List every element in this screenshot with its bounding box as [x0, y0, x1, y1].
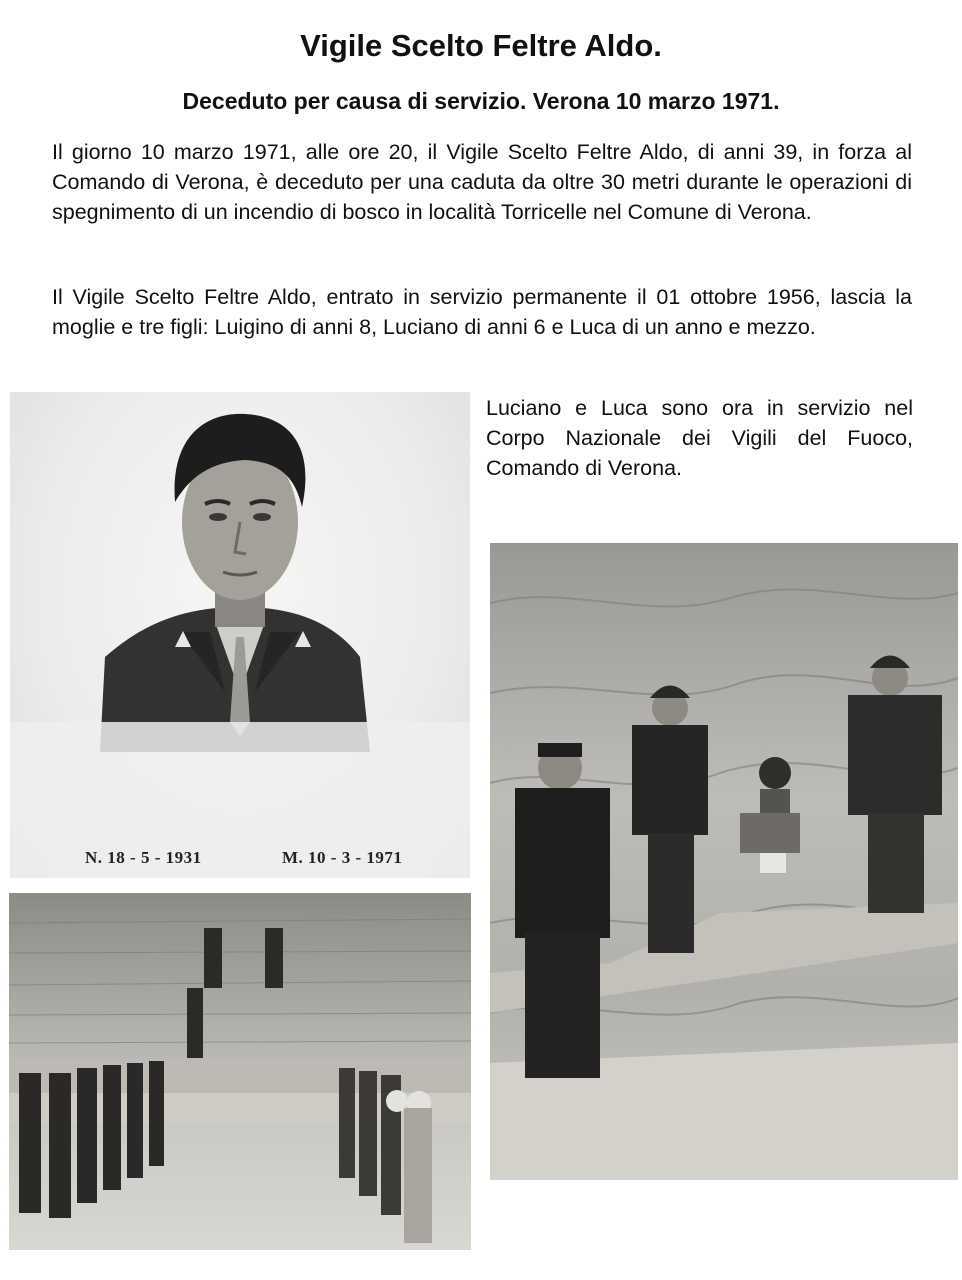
birth-date-caption: N. 18 - 5 - 1931 [85, 848, 202, 867]
side-note: Luciano e Luca sono ora in servizio nel Corpo Nazionale dei Vigili del Fuoco, Comando di Verona. [486, 396, 913, 480]
death-date-caption: M. 10 - 3 - 1971 [282, 848, 403, 867]
paragraph-incident: Il giorno 10 marzo 1971, alle ore 20, il Vigile Scelto Feltre Aldo, di anni 39, in forza al Comando di Verona, è deceduto per una caduta da oltre 30 metri durante le operazioni di spegnimento di un incendio di bosco in località Torricelle nel Comune di Verona. [52, 140, 912, 224]
page-subtitle: Deceduto per causa di servizio. Verona 10 marzo 1971. [182, 88, 780, 114]
ceremony-photo [9, 893, 471, 1250]
portrait-photo [10, 392, 470, 878]
paragraph-family: Il Vigile Scelto Feltre Aldo, entrato in servizio permanente il 01 ottobre 1956, lascia la moglie e tre figli: Luigino di anni 8, Luciano di anni 6 e Luca di un anno e mezzo. [52, 285, 912, 339]
page-title: Vigile Scelto Feltre Aldo. [300, 28, 662, 63]
memorial-photo [490, 543, 958, 1180]
